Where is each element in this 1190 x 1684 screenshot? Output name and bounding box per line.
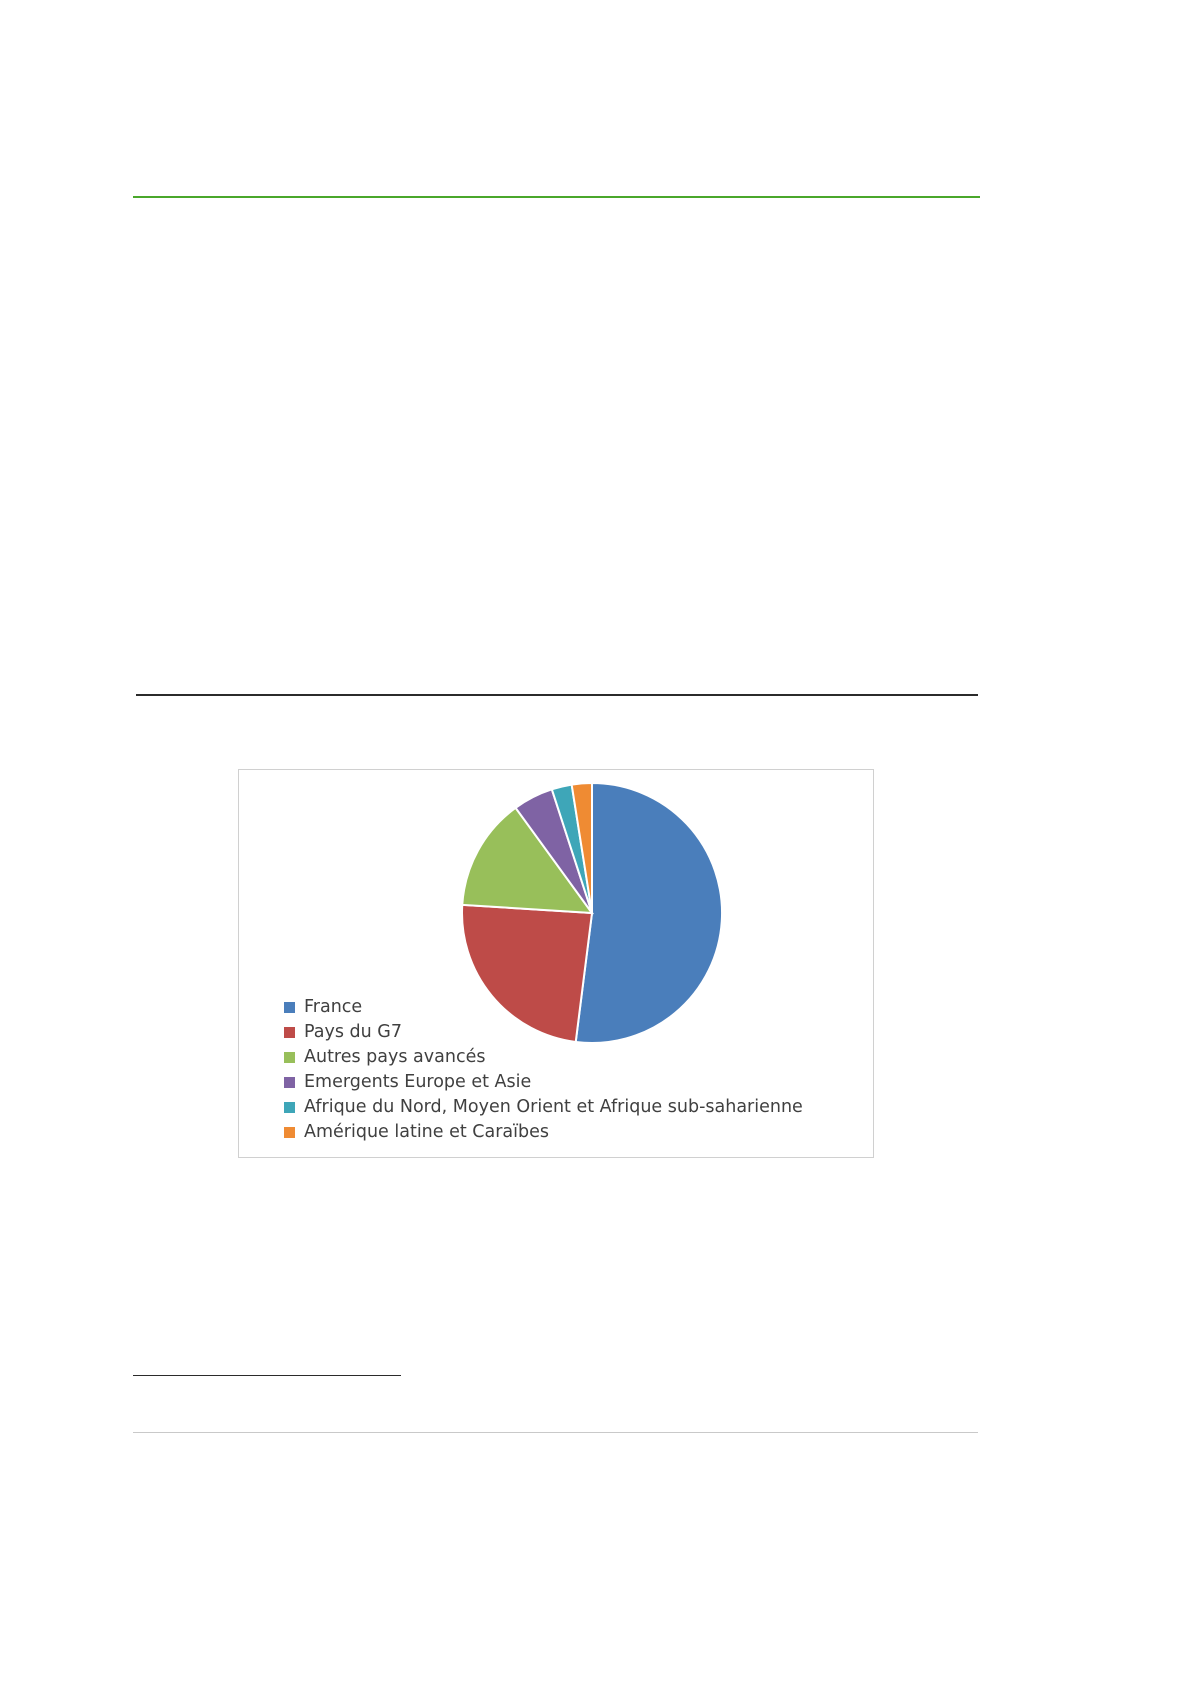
legend-swatch-icon bbox=[284, 1077, 295, 1088]
legend-item bbox=[284, 1120, 864, 1145]
top-accent-rule bbox=[133, 196, 980, 198]
legend-item-label: Emergents Europe et Asie bbox=[304, 1071, 532, 1092]
chart-legend bbox=[284, 995, 864, 1145]
legend-item bbox=[284, 1045, 864, 1070]
legend-swatch-icon bbox=[284, 1052, 295, 1063]
legend-item bbox=[284, 995, 864, 1020]
pie-chart-figure bbox=[238, 769, 874, 1158]
section-divider-rule bbox=[136, 694, 978, 696]
legend-swatch-icon bbox=[284, 1002, 295, 1013]
legend-item-label: Pays du G7 bbox=[304, 1021, 402, 1042]
legend-item-label: Amérique latine et Caraïbes bbox=[304, 1121, 550, 1142]
legend-swatch-icon bbox=[284, 1102, 295, 1113]
legend-item bbox=[284, 1095, 864, 1120]
legend-item-label: France bbox=[304, 996, 363, 1017]
footnote-separator-rule bbox=[133, 1375, 401, 1376]
legend-item-label: Autres pays avancés bbox=[304, 1046, 486, 1067]
legend-item bbox=[284, 1070, 864, 1095]
legend-item-label: Afrique du Nord, Moyen Orient et Afrique sub-saharienne bbox=[304, 1096, 803, 1117]
legend-item bbox=[284, 1020, 864, 1045]
footer-rule bbox=[133, 1432, 978, 1433]
legend-swatch-icon bbox=[284, 1027, 295, 1038]
legend-swatch-icon bbox=[284, 1127, 295, 1138]
